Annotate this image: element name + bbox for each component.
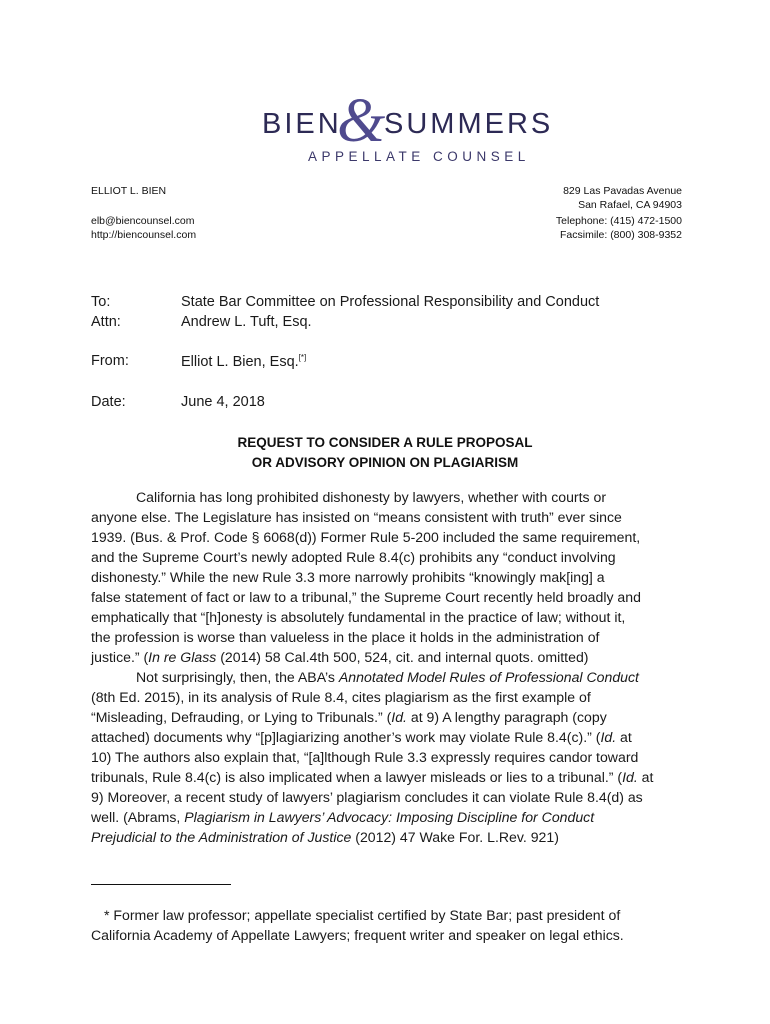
address-line2: San Rafael, CA 94903 [578,199,682,211]
body-line [91,809,594,825]
body-line: the profession is worse than valueless in the place it holds in the administration of [91,629,600,645]
title-line1: REQUEST TO CONSIDER A RULE PROPOSAL [237,435,533,450]
from-name: Elliot L. Bien, Esq. [181,353,299,370]
body-line: 10) The authors also explain that, “[a]lthough Rule 3.3 expressly requires candor toward [91,749,639,765]
footnote-marker[interactable]: [*] [298,353,307,362]
text-run: at [637,769,654,785]
text-run: Not surprisingly, then, the ABA’s [136,669,339,685]
body-line: emphatically that “[h]onesty is absolutely fundamental in the practice of law; without it, [91,609,626,625]
to-value: State Bar Committee on Professional Responsibility and Conduct [181,294,600,310]
body-line [91,829,559,845]
logo-name-second: SUMMERS [384,108,554,140]
text-run: “Misleading, Defrauding, or Lying to Tribunals.” ( [91,709,392,725]
text-run: attached) documents why “[p]lagiarizing another’s work may violate Rule 8.4(c).” ( [91,729,601,745]
email-link[interactable]: elb@biencounsel.com [91,215,195,227]
address-line1: 829 Las Pavadas Avenue [563,185,682,197]
text-run: (2014) 58 Cal.4th 500, 524, cit. and internal quots. omitted) [216,649,589,665]
book-title: Annotated Model Rules of Professional Conduct [338,669,639,685]
logo-name-first: BIEN [262,108,342,140]
citation: Id. [600,729,617,745]
footnote-line1: * Former law professor; appellate specialist certified by State Bar; past president of [104,907,621,923]
article-title: Prejudicial to the Administration of Justice [91,829,352,845]
body-line [91,649,588,665]
logo-ampersand: & [337,87,386,155]
body-line: California has long prohibited dishonesty by lawyers, whether with courts or [136,489,607,505]
telephone: Telephone: (415) 472-1500 [555,215,682,227]
footnote-divider [91,884,231,885]
text-run: at [616,729,632,745]
body-line [91,709,607,725]
body-line: false statement of fact or law to a tribunal,” the Supreme Court recently held broadly and [91,589,641,605]
body-line: and the Supreme Court’s newly adopted Rule 8.4(c) prohibits any “conduct involving [91,549,616,565]
footnote-line2: California Academy of Appellate Lawyers; frequent writer and speaker on legal ethics. [91,927,624,943]
text-run: justice.” ( [91,649,149,665]
citation: Id. [391,709,407,725]
body-line: 9) Moreover, a recent study of lawyers’ plagiarism concludes it can violate Rule 8.4(d) as [91,789,643,805]
date-value: June 4, 2018 [181,394,265,410]
article-title: Plagiarism in Lawyers’ Advocacy: Imposing Discipline for Conduct [184,809,595,825]
body-line [91,729,632,745]
attorney-name: ELLIOT L. BIEN [91,185,167,197]
body-line: anyone else. The Legislature has insisted on “means consistent with truth” ever since [91,509,622,525]
date-label: Date: [91,394,126,410]
website-link[interactable]: http://biencounsel.com [91,229,197,241]
to-label: To: [91,294,111,310]
logo-subtitle: APPELLATE COUNSEL [308,149,530,164]
body-line: (8th Ed. 2015), in its analysis of Rule 8.4, cites plagiarism as the first example of [91,689,591,705]
body-line [91,769,653,785]
text-run: (2012) 47 Wake For. L.Rev. 921) [351,829,559,845]
attn-value: Andrew L. Tuft, Esq. [181,314,312,330]
text-run: tribunals, Rule 8.4(c) is also implicated when a lawyer misleads or lies to a tribunal.” ( [91,769,623,785]
case-citation: In re Glass [148,649,217,665]
body-line [136,669,639,685]
from-value [181,353,306,370]
text-run: well. (Abrams, [91,809,185,825]
attn-label: Attn: [91,314,121,330]
body-line: 1939. (Bus. & Prof. Code § 6068(d)) Former Rule 5-200 included the same requirement, [91,529,641,545]
facsimile: Facsimile: (800) 308-9352 [560,229,682,241]
body-line: dishonesty.” While the new Rule 3.3 more narrowly prohibits “knowingly mak[ing] a [91,569,605,585]
title-line2: OR ADVISORY OPINION ON PLAGIARISM [251,455,519,470]
citation: Id. [622,769,638,785]
text-run: at 9) A lengthy paragraph (copy [406,709,607,725]
from-label: From: [91,353,129,369]
